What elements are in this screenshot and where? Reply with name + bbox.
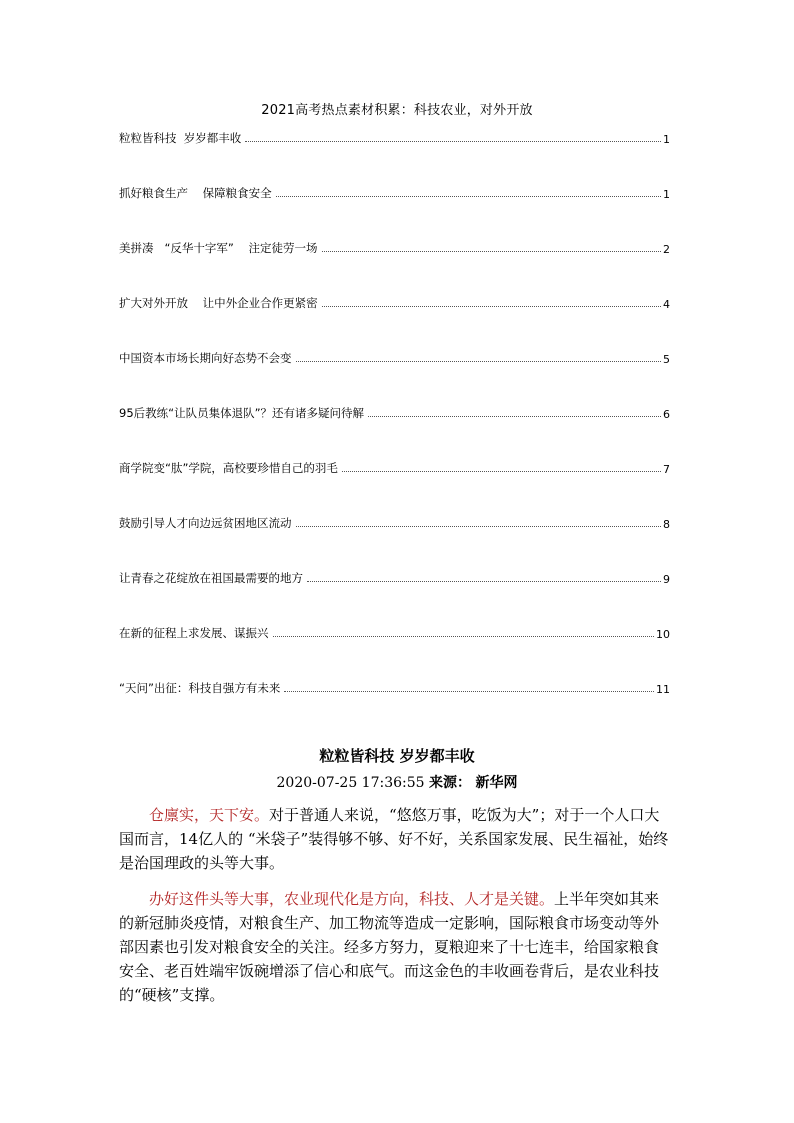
document-title: 2021高考热点素材积累：科技农业，对外开放: [261, 103, 533, 118]
article-paragraph: [119, 887, 670, 1007]
highlighted-text: 办好这件头等大事，农业现代化是方向，科技、人才是关键。: [149, 890, 555, 908]
toc-item[interactable]: [119, 458, 670, 476]
article-datetime: 2020-07-25 17:36:55: [276, 775, 425, 791]
toc-page-number: 5: [663, 353, 670, 366]
toc-item-text: 在新的征程上求发展、谋振兴: [119, 626, 269, 640]
toc-page-number: 8: [663, 518, 670, 531]
toc-leader-dots: [296, 360, 662, 362]
toc-item[interactable]: [119, 513, 670, 531]
toc-item[interactable]: [119, 678, 670, 696]
toc-leader-dots: [322, 305, 661, 307]
toc-item[interactable]: [119, 128, 670, 146]
toc-item-text: “天问”出征：科技自强方有未来: [119, 681, 281, 695]
toc-page-number: 1: [663, 188, 670, 201]
highlighted-text: 仓廪实，天下安。: [149, 806, 270, 824]
toc-item-text: 抓好粮食生产 保障粮食安全: [119, 186, 272, 200]
toc-page-number: 11: [656, 683, 670, 696]
toc-leader-dots: [307, 580, 661, 582]
article-title: 粒粒皆科技 岁岁都丰收: [319, 747, 475, 765]
toc-page-number: 10: [656, 628, 670, 641]
toc-leader-dots: [342, 470, 661, 472]
toc-leader-dots: [322, 250, 661, 252]
toc-page-number: 9: [663, 573, 670, 586]
paragraph-text: 对于普通人来说，“悠悠万事，吃饭为大”；对于一个人口大国而言，14亿人的 “米袋子”装得够不够、好不好，关系国家发展、民生福祉，始终是治国理政的头等大事。: [119, 806, 669, 872]
toc-page-number: 2: [663, 243, 670, 256]
toc-item-text: 美拼凑 “反华十字军” 注定徒劳一场: [119, 241, 318, 255]
toc-item[interactable]: [119, 238, 670, 256]
toc-page-number: 6: [663, 408, 670, 421]
toc-leader-dots: [284, 690, 654, 692]
toc-item-text: 95后教练“让队员集体退队”？还有诸多疑问待解: [119, 406, 365, 420]
toc-page-number: 4: [663, 298, 670, 311]
toc-item[interactable]: [119, 348, 670, 366]
toc-item-text: 中国资本市场长期向好态势不会变: [119, 351, 292, 365]
article-body: [119, 803, 670, 1019]
toc-item[interactable]: [119, 183, 670, 201]
article-paragraph: [119, 803, 670, 875]
toc-leader-dots: [273, 635, 655, 637]
article-source: 新华网: [475, 775, 518, 791]
toc-item[interactable]: [119, 403, 670, 421]
toc-page-number: 1: [663, 133, 670, 146]
toc-item-text: 让青春之花绽放在祖国最需要的地方: [119, 571, 303, 585]
toc-leader-dots: [245, 140, 661, 142]
toc-item[interactable]: [119, 293, 670, 311]
toc-leader-dots: [296, 525, 662, 527]
table-of-contents: [119, 128, 670, 733]
toc-leader-dots: [276, 195, 661, 197]
paragraph-text: 上半年突如其来的新冠肺炎疫情，对粮食生产、加工物流等造成一定影响，国际粮食市场变动等外部因素也引发对粮食安全的关注。经多方努力，夏粮迎来了十七连丰，给国家粮食安全、老百姓端牢饭碗增添了信心和底气。而这金色的丰收画卷背后，是农业科技的“硬核”支撑。: [119, 890, 660, 1004]
toc-item[interactable]: [119, 568, 670, 586]
article-source-label: 来源：: [429, 775, 472, 791]
toc-item[interactable]: [119, 623, 670, 641]
toc-page-number: 7: [663, 463, 670, 476]
article-meta: [0, 772, 794, 792]
toc-leader-dots: [368, 415, 661, 417]
toc-item-text: 鼓励引导人才向边远贫困地区流动: [119, 516, 292, 530]
toc-item-text: 商学院变“肽”学院，高校要珍惜自己的羽毛: [119, 461, 338, 475]
toc-item-text: 扩大对外开放 让中外企业合作更紧密: [119, 296, 318, 310]
toc-item-text: 粒粒皆科技 岁岁都丰收: [119, 131, 242, 145]
